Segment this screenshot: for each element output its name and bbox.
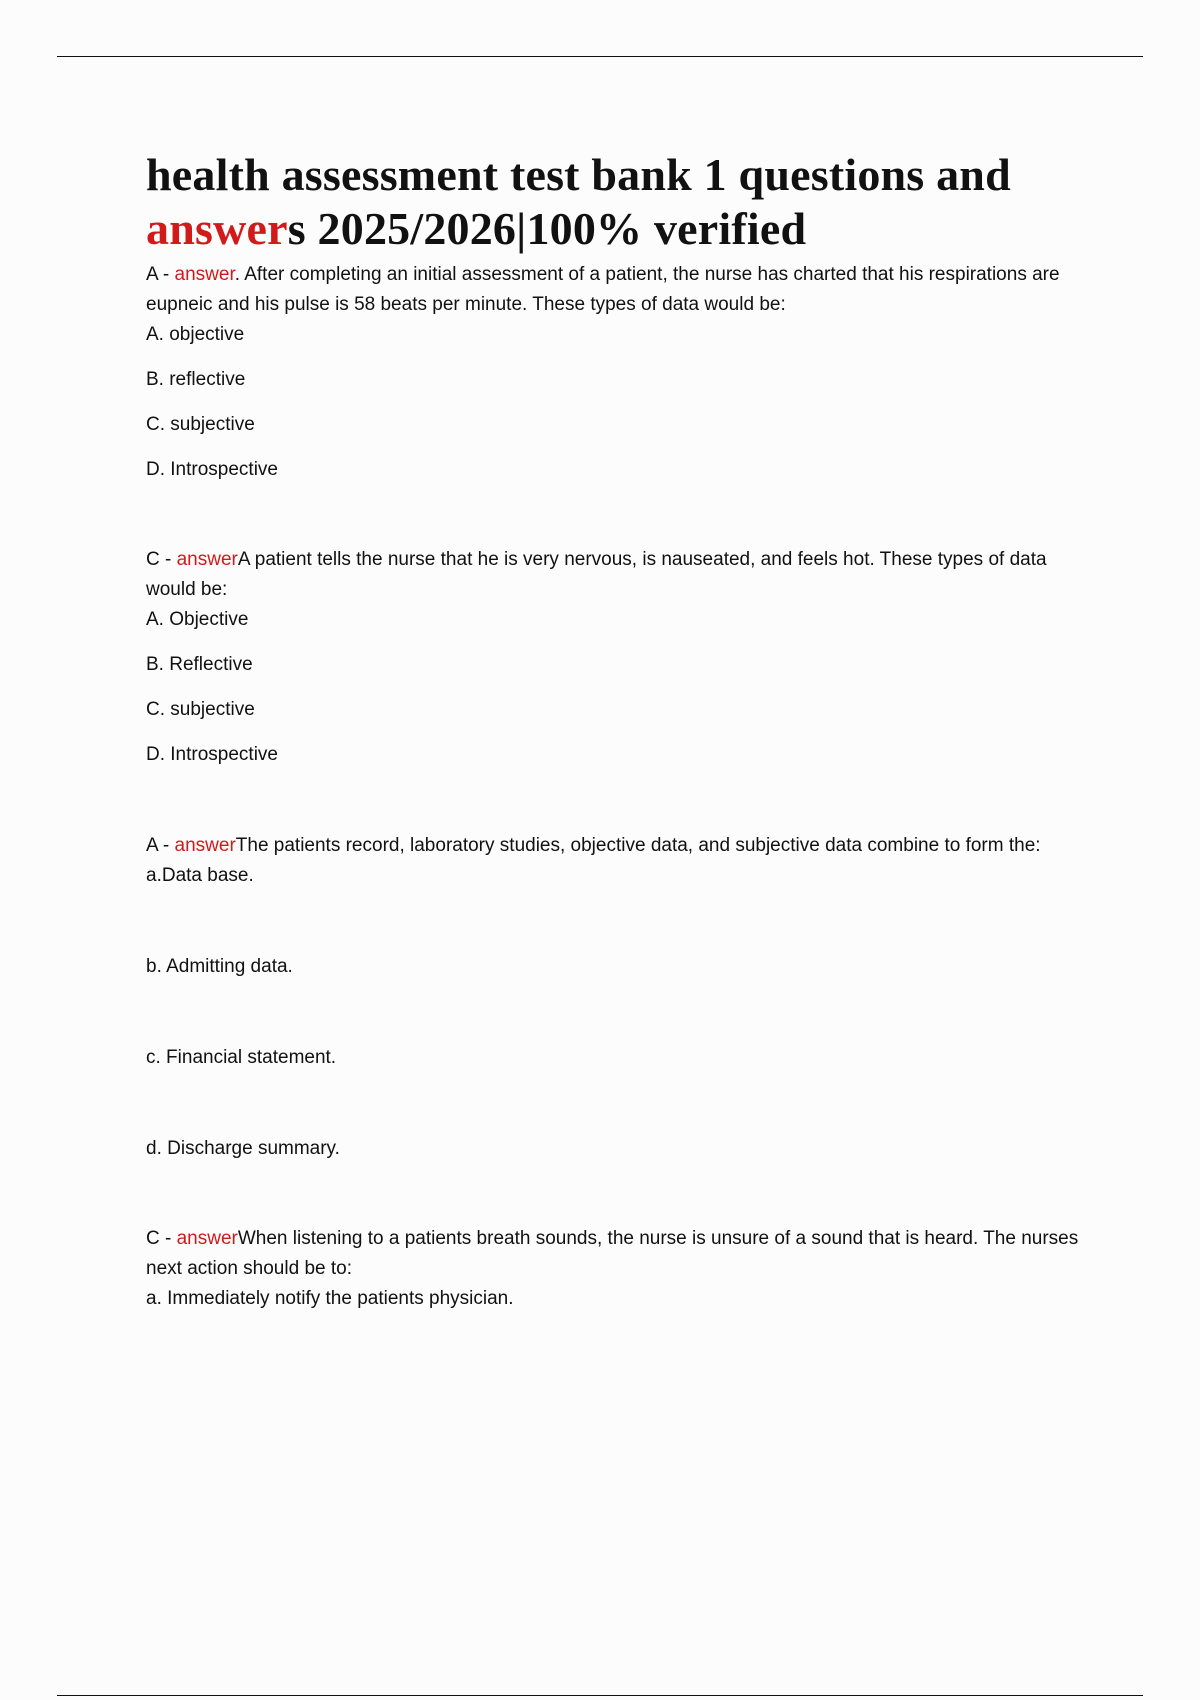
question-text: [146, 260, 1086, 320]
question-3: [146, 831, 1086, 1164]
question-text: [146, 831, 1086, 861]
question-body: . After completing an initial assessment of a patient, the nurse has charted that his respirations are eupneic and his pulse is 58 beats per minute. These types of data would be:: [146, 264, 1060, 315]
question-body: When listening to a patients breath sounds, the nurse is unsure of a sound that is heard. The nurses next action should be to:: [146, 1228, 1079, 1279]
option-item: C. subjective: [146, 699, 255, 720]
question-text: [146, 545, 1086, 605]
answer-letter: C -: [146, 549, 177, 570]
question-1: [146, 260, 1086, 485]
answer-label: answer: [176, 549, 238, 570]
option-item: b. Admitting data.: [146, 956, 293, 977]
option-item: A. Objective: [146, 609, 249, 630]
option-item: a. Immediately notify the patients physician.: [146, 1288, 514, 1309]
title-text-highlight: answer: [146, 203, 288, 254]
question-body: A patient tells the nurse that he is very nervous, is nauseated, and feels hot. These types of data would be:: [146, 549, 1047, 600]
option-item: B. Reflective: [146, 654, 253, 675]
option-item: c. Financial statement.: [146, 1047, 337, 1068]
title-text-before: health assessment test bank 1 questions and: [146, 149, 1011, 200]
footer-rule: [57, 1695, 1143, 1696]
answer-letter: A -: [146, 264, 175, 285]
option-item: D. Introspective: [146, 744, 278, 765]
question-text: [146, 1224, 1086, 1284]
answer-letter: C -: [146, 1228, 177, 1249]
option-item: D. Introspective: [146, 459, 278, 480]
option-item: B. reflective: [146, 369, 246, 390]
question-body: The patients record, laboratory studies, objective data, and subjective data combine to form the:: [235, 835, 1041, 856]
question-2: [146, 545, 1086, 770]
answer-letter: A -: [146, 835, 175, 856]
option-item: A. objective: [146, 324, 245, 345]
option-item: C. subjective: [146, 414, 255, 435]
option-item: a.Data base.: [146, 865, 254, 886]
answer-label: answer: [174, 835, 236, 856]
document-body: [146, 148, 1086, 1314]
answer-label: answer: [174, 264, 235, 285]
option-item: d. Discharge summary.: [146, 1138, 340, 1159]
header-rule: [57, 56, 1143, 57]
answer-label: answer: [176, 1228, 238, 1249]
page-title: [146, 148, 1086, 256]
question-4: [146, 1224, 1086, 1314]
title-text-after: s 2025/2026|100% verified: [287, 203, 807, 254]
